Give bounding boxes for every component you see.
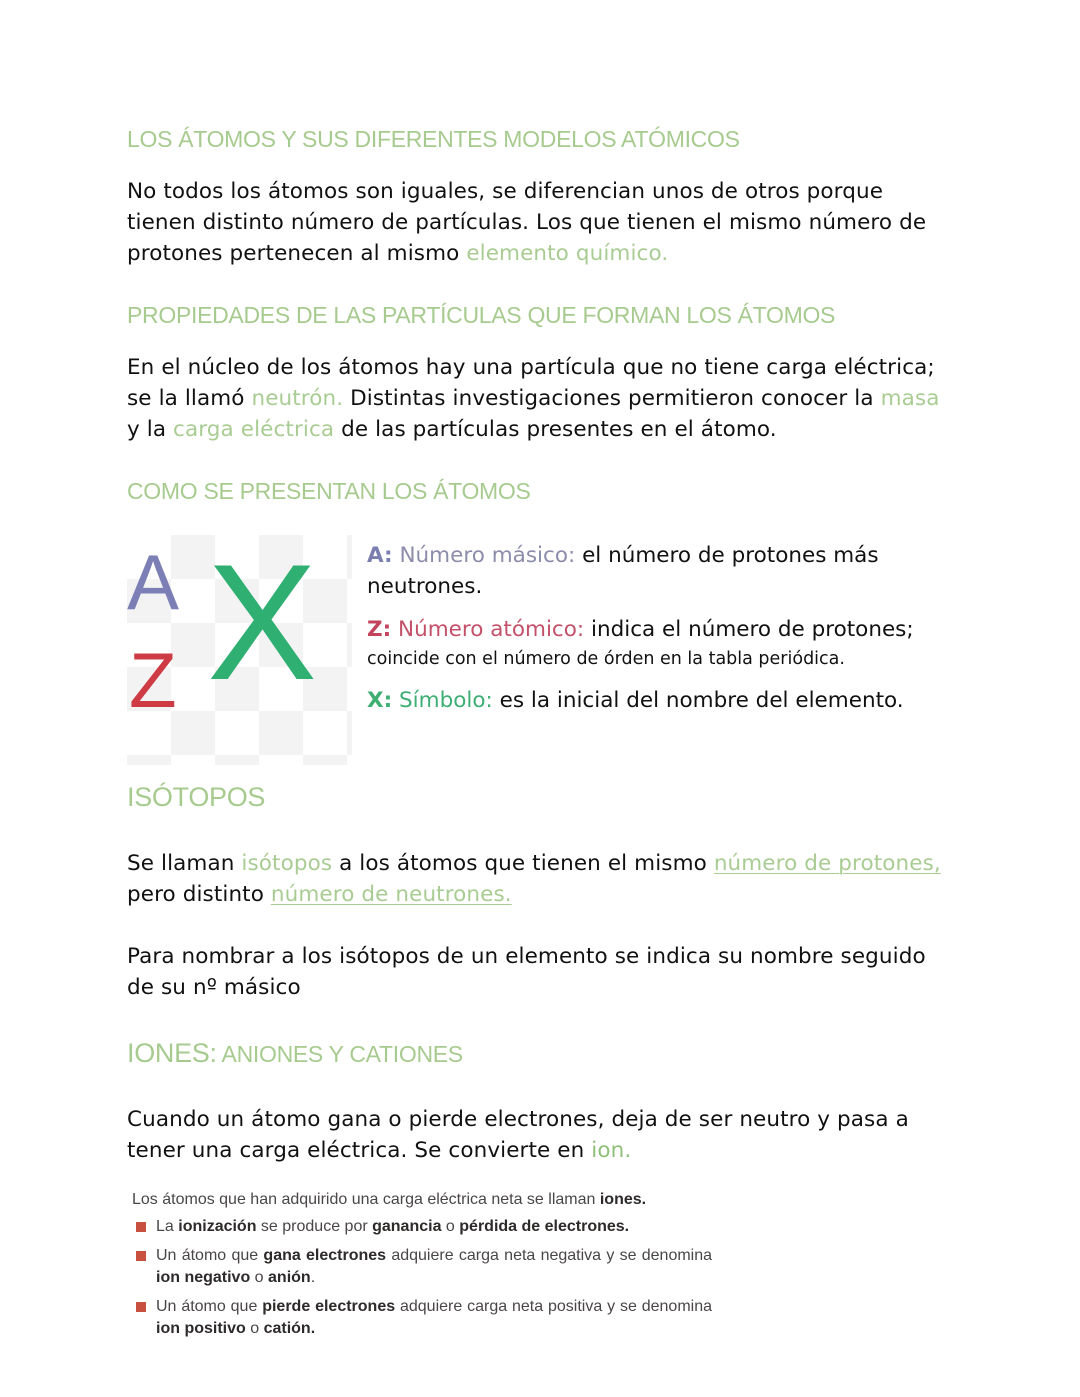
paragraph-atoms [127,176,926,269]
text: es la inicial del nombre del elemento. [492,688,904,713]
text-line: Cuando un átomo gana o pierde electrones, deja de ser neutro y pasa a [127,1107,909,1132]
list-item: Un átomo que pierde electrones adquiere carga neta positiva y se denomina ion positivo o catión. [132,1296,712,1340]
heading-ions-sub: ANIONES Y CATIONES [216,1041,463,1067]
key: Z: [367,617,392,642]
textbook-list [132,1216,712,1340]
term-neutron: neutrón. [251,386,344,411]
heading-ions-main: IONES: [127,1038,217,1068]
heading-isotopes: ISÓTOPOS [127,782,266,812]
heading-atomic-models: LOS ÁTOMOS Y SUS DIFERENTES MODELOS ATÓMICOS [127,126,740,152]
term-isotopos: isótopos [241,851,333,876]
definition-atomic-number [367,614,957,673]
text: Se llaman [127,851,242,876]
text: coincide con el número de órden en la tabla periódica. [367,649,845,669]
text-line [127,1135,909,1166]
text: a los átomos que tienen el mismo [332,851,714,876]
link-numero-de-protones[interactable]: número de protones, [713,851,941,876]
atomic-number-symbol: Z [129,636,177,724]
notation-definitions [367,540,957,728]
term-masa: masa [880,386,940,411]
text: de las partículas presentes en el átomo. [334,417,777,442]
paragraph-isotopes [127,848,941,910]
square-bullet-icon [136,1222,146,1232]
term: Número másico: [392,543,576,568]
text-line: tienen distinto número de partículas. Los que tienen el mismo número de [127,210,927,235]
square-bullet-icon [136,1302,146,1312]
definition-symbol [367,685,957,716]
textbook-excerpt [132,1188,712,1347]
key: A: [367,543,393,568]
text: Distintas investigaciones permitieron conocer la [343,386,881,411]
term-elemento-quimico: elemento químico. [466,241,669,266]
text: tener una carga eléctrica. Se convierte en [127,1138,592,1163]
text: protones pertenecen al mismo [127,241,467,266]
key: X: [367,688,393,713]
term-ion: ion. [591,1138,632,1163]
text: el número de protones más neutrones. [367,543,879,599]
text-line: En el núcleo de los átomos hay una partícula que no tiene carga eléctrica; [127,355,935,380]
square-bullet-icon [136,1251,146,1261]
paragraph-particles [127,352,940,445]
list-item: La ionización se produce por ganancia o pérdida de electrones. [132,1216,712,1238]
text-line [127,879,941,910]
heading-atom-notation: COMO SE PRESENTAN LOS ÁTOMOS [127,478,531,504]
definition-mass-number [367,540,957,602]
text-line: de su nº másico [127,975,301,1000]
term: Símbolo: [392,688,493,713]
paragraph-ions [127,1104,909,1166]
link-numero-de-neutrones[interactable]: número de neutrones. [270,882,512,907]
mass-number-symbol: A [127,538,180,626]
text-line [127,238,926,269]
term-carga-electrica: carga eléctrica [173,417,335,442]
heading-ions [127,1038,463,1069]
bold-text: iones. [599,1191,647,1208]
heading-particle-properties: PROPIEDADES DE LAS PARTÍCULAS QUE FORMAN LOS ÁTOMOS [127,302,836,328]
text-line [127,414,940,445]
text: y la [127,417,174,442]
atomic-notation-image [127,530,352,765]
list-item: Un átomo que gana electrones adquiere carga neta negativa y se denomina ion negativo o anión. [132,1245,712,1289]
textbook-intro [132,1188,712,1212]
text: Los átomos que han adquirido una carga eléctrica neta se llaman [132,1191,600,1208]
text-line [127,848,941,879]
element-symbol: X [207,530,318,714]
paragraph-isotope-naming [127,941,926,1003]
text: indica el número de protones; [584,617,914,642]
text: se la llamó [127,386,252,411]
text-line: Para nombrar a los isótopos de un elemento se indica su nombre seguido [127,944,926,969]
text-line [127,383,940,414]
text: pero distinto [127,882,271,907]
term: Número atómico: [391,617,585,642]
text-line: No todos los átomos son iguales, se diferencian unos de otros porque [127,179,884,204]
